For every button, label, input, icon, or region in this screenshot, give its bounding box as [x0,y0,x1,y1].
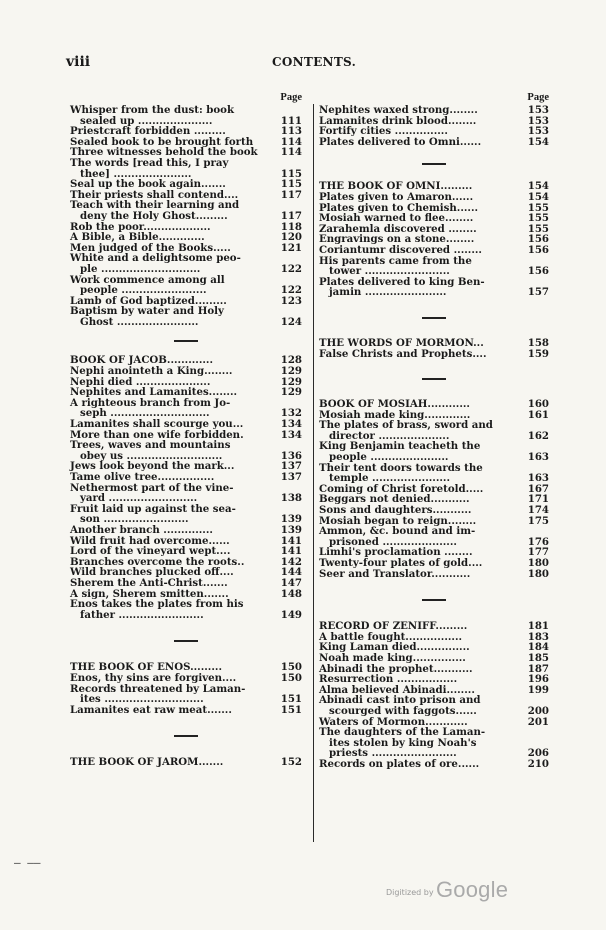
toc-page-number: 138 [280,492,302,505]
section-title-text: BOOK OF MOSIAH............ [319,398,470,411]
contents-column-left [70,92,302,768]
toc-entry-text: A Bible, a Bible............. [70,231,205,244]
toc-entry-text: A battle fought................ [319,630,463,643]
toc-entry [70,483,302,504]
column-divider [313,104,314,842]
toc-entry-text: Three witnesses behold the book [70,146,258,159]
toc-entry [319,256,549,277]
toc-page-number: 180 [527,557,549,569]
toc-entry-text: Fortify cities ............... [319,125,448,138]
toc-entry-text: Jews look beyond the mark... [70,460,235,473]
toc-page-number: 199 [527,683,549,696]
toc-entry [70,253,302,274]
toc-entry [70,472,302,483]
toc-entry-text: Abinadi cast into prison and [319,694,481,707]
toc-entry-text: Seer and Translator........... [319,567,471,580]
toc-page-number: 141 [280,534,302,547]
toc-entry-text: jamin ....................... [329,286,447,299]
toc-page-number: 151 [280,693,302,706]
section-separator [422,378,446,380]
toc-entry-text: Nephi died ..................... [70,375,211,388]
toc-entry-text: Sons and daughters........... [319,504,472,517]
toc-page-number: 129 [280,386,302,399]
toc-entry-text: priests ........................ [329,747,457,760]
toc-entry-text: Beggars not denied........... [319,493,470,506]
toc-page-number: 114 [280,146,302,159]
page-column-heading: Page [280,92,302,103]
toc-entry-text: Abinadi the prophet........... [319,662,473,675]
toc-page-number: 147 [280,576,302,589]
toc-page-number: 163 [527,451,549,464]
toc-entry-text: Sherem the Anti-Christ....... [70,576,228,589]
toc-page-number: 134 [280,428,302,441]
toc-page-number: 153 [527,125,549,138]
toc-entry-text: Records threatened by Laman- [70,682,246,695]
toc-entry-text: Wild fruit had overcome...... [70,534,230,547]
toc-page-number: 154 [527,135,549,148]
toc-entry-text: father ........................ [80,608,204,621]
toc-entry-text: sealed up ..................... [80,114,213,127]
toc-entry [319,558,549,569]
toc-entry-text: people ........................ [80,284,207,297]
toc-page-number: 122 [280,262,302,275]
section-separator [174,640,198,642]
toc-entry-text: Enos, thy sins are forgiven.... [70,671,237,684]
page-column-heading: Page [527,92,549,103]
toc-entry-text: Whisper from the dust: book [70,104,235,116]
toc-page-number: 113 [280,125,302,138]
toc-entry-text: Plates delivered to Omni...... [319,135,482,148]
contents-column-right [319,92,549,770]
toc-entry-text: The daughters of the Laman- [319,726,486,739]
toc-page-number: 162 [527,429,549,442]
toc-page-number: 148 [280,587,302,600]
toc-page-number: 200 [527,704,549,717]
toc-entry-text: Ghost ....................... [80,315,199,328]
toc-page-number: 184 [527,641,549,654]
toc-entry [319,695,549,716]
toc-page-number: 136 [280,449,302,462]
toc-entry [70,158,302,179]
toc-entry-text: Seal up the book again....... [70,178,226,191]
toc-page-number: 150 [280,671,302,684]
toc-entry [319,759,549,770]
toc-page-number: 117 [280,209,302,222]
toc-entry [70,599,302,620]
toc-page-number: 117 [280,188,302,201]
toc-entry [319,137,549,148]
toc-page-number: 114 [280,135,302,148]
section-title [70,757,302,768]
section-title-text: THE WORDS OF MORMON... [319,336,484,349]
toc-page-number: 206 [527,747,549,760]
toc-page-number: 159 [527,347,549,360]
toc-entry-text: thee] ...................... [80,167,192,180]
section-separator [422,163,446,165]
toc-page-number: 174 [527,504,549,517]
toc-entry-text: Records on plates of ore...... [319,757,480,770]
toc-entry [319,105,549,116]
toc-page-number: 121 [280,241,302,254]
toc-entry-text: A righteous branch from Jo- [70,396,231,409]
toc-entry-text: Nephites waxed strong........ [319,104,478,116]
toc-entry-text: Alma believed Abinadi........ [319,683,475,696]
toc-page-number: 141 [280,545,302,558]
section-separator [422,599,446,601]
toc-entry-text: King Benjamin teacheth the [319,440,481,453]
digitized-by-label: Digitized by [386,888,434,897]
running-head: CONTENTS. [272,55,357,69]
toc-entry [319,526,549,547]
toc-entry-text: Teach with their learning and [70,199,240,212]
toc-page-number: 196 [527,673,549,686]
toc-entry [70,504,302,525]
toc-page-number: 177 [527,546,549,559]
toc-entry-text: temple ...................... [329,472,451,485]
toc-page-number: 137 [280,460,302,473]
toc-entry-text: prisoned ..................... [329,535,457,548]
toc-entry-text: False Christs and Prophets.... [319,347,487,360]
toc-entry-text: Their tent doors towards the [319,461,483,474]
toc-entry-text: Baptism by water and Holy [70,305,224,318]
toc-entry [319,245,549,256]
toc-page-number: 129 [280,375,302,388]
toc-page-number: 187 [527,662,549,675]
toc-entry [70,306,302,327]
toc-page-number: 137 [280,471,302,483]
toc-entry-text: Nephi anointeth a King........ [70,365,233,378]
section-separator [174,735,198,737]
toc-page-number: 149 [280,608,302,621]
toc-page-number: 157 [527,286,549,299]
toc-entry-text: Branches overcome the roots.. [70,555,245,568]
toc-entry-text: ites ............................ [80,693,204,706]
toc-page-number: 118 [280,220,302,233]
section-title-text: RECORD OF ZENIFF......... [319,620,468,633]
section-title-text: BOOK OF JACOB............. [70,354,214,367]
section-title-text: THE BOOK OF OMNI......... [319,180,473,193]
toc-entry [319,277,549,298]
toc-page-number: 161 [527,408,549,421]
toc-entry-text: Tame olive tree................ [70,471,215,483]
toc-entry-text: Limhi's proclamation ........ [319,546,473,559]
toc-entry-text: Trees, waves and mountains [70,439,231,452]
toc-page-number: 139 [280,513,302,526]
toc-entry-text: Nethermost part of the vine- [70,481,234,494]
toc-page-number: 171 [527,493,549,506]
toc-page-number: 175 [527,514,549,527]
toc-entry-text: Coming of Christ foretold..... [319,482,484,495]
toc-page-number: 176 [527,535,549,548]
toc-entry [70,200,302,221]
toc-page-number: 123 [280,294,302,307]
toc-page-number: 183 [527,630,549,643]
toc-page-number: 185 [527,651,549,664]
toc-entry-text: people ...................... [329,451,449,464]
toc-entry [70,275,302,296]
toc-page-number: 139 [280,523,302,536]
toc-entry-text: Resurrection ................. [319,673,458,686]
toc-page-number: 129 [280,365,302,378]
toc-page-number: 144 [280,566,302,579]
toc-entry-text: Lamanites eat raw meat....... [70,703,232,716]
toc-page-number: 155 [527,212,549,225]
toc-entry-text: yard ......................... [80,492,198,505]
toc-entry-text: Lamanites drink blood........ [319,114,477,127]
toc-entry-text: Noah made king............... [319,651,466,664]
toc-entry [70,578,302,589]
toc-page-number: 122 [280,284,302,297]
toc-entry-text: Wild branches plucked off.... [70,566,234,579]
toc-entry-text: director .................... [329,429,450,442]
toc-page-number: 163 [527,472,549,485]
toc-page-number: 151 [280,703,302,716]
toc-entry-text: A sign, Sherem smitten....... [70,587,229,600]
toc-entry-text: tower ........................ [329,265,450,278]
toc-entry [319,192,549,203]
toc-page-number: 155 [527,222,549,235]
toc-entry [319,420,549,441]
toc-entry-text: Mosiah began to reign........ [319,514,477,527]
section-title [319,338,549,349]
google-logo: Google [436,877,509,902]
toc-entry-text: son ........................ [80,513,189,526]
toc-page-number: 111 [280,114,302,127]
toc-entry-text: Work commence among all [70,273,225,286]
toc-entry [70,684,302,705]
toc-entry [319,349,549,360]
toc-page-number: 124 [280,315,302,328]
toc-entry-text: Plates delivered to king Ben- [319,275,485,288]
toc-entry [70,525,302,536]
section-page-number: 158 [527,336,549,349]
section-page-number: 181 [527,620,549,633]
toc-page-number: 115 [280,167,302,180]
toc-entry-text: Enos takes the plates from his [70,598,244,611]
toc-entry-text: Priestcraft forbidden ......... [70,125,226,138]
toc-entry-text: His parents came from the [319,254,472,267]
toc-entry [319,653,549,664]
toc-entry-text: King Laman died............... [319,641,470,654]
toc-page-number: 115 [280,178,302,191]
page-number: viii [66,54,91,70]
section-page-number: 150 [280,661,302,674]
toc-entry-text: Their priests shall contend.... [70,188,239,201]
toc-page-number: 156 [527,233,549,246]
toc-entry-text: Waters of Mormon............ [319,715,468,728]
margin-marks: – –– [14,856,41,869]
section-page-number: 128 [280,354,302,367]
toc-entry-text: Lord of the vineyard wept.... [70,545,231,558]
toc-entry-text: Lamb of God baptized......... [70,294,227,307]
toc-entry-text: Plates given to Chemish...... [319,201,479,214]
toc-entry-text: The plates of brass, sword and [319,419,493,432]
toc-entry-text: deny the Holy Ghost......... [80,209,228,222]
toc-entry-text: More than one wife forbidden. [70,428,244,441]
toc-entry-text: Coriantumr discovered ........ [319,243,482,256]
toc-entry-text: The words [read this, I pray [70,156,229,169]
toc-page-number: 156 [527,265,549,278]
toc-entry-text: Twenty-four plates of gold.... [319,557,483,569]
toc-page-number: 156 [527,243,549,256]
toc-entry [70,105,302,126]
toc-page-number: 120 [280,231,302,244]
section-title-text: THE BOOK OF ENOS......... [70,661,222,674]
section-separator [422,317,446,319]
toc-entry-text: ple ............................ [80,262,201,275]
toc-entry-text: Plates given to Amaron...... [319,190,474,203]
toc-entry [70,440,302,461]
toc-entry-text: Zarahemla discovered ........ [319,222,477,235]
toc-entry-text: Fruit laid up against the sea- [70,502,236,515]
toc-entry-text: scourged with faggots...... [329,704,477,717]
toc-entry-text: seph ............................ [80,407,210,420]
toc-page-number: 134 [280,418,302,431]
toc-entry-text: Rob the poor................... [70,220,211,233]
toc-page-number: 153 [527,114,549,127]
toc-entry-text: Men judged of the Books..... [70,241,231,254]
toc-entry-text: Ammon, &c. bound and im- [319,525,476,538]
section-separator [174,340,198,342]
section-page-number: 154 [527,180,549,193]
section-page-number: 152 [280,756,302,769]
toc-entry-text: Sealed book to be brought forth [70,135,254,148]
toc-entry-text: Another branch .............. [70,523,213,536]
toc-entry [70,398,302,419]
toc-entry [70,705,302,716]
toc-entry-text: Engravings on a stone........ [319,233,475,246]
toc-page-number: 153 [527,104,549,116]
toc-entry-text: ites stolen by king Noah's [329,736,477,749]
toc-entry [319,727,549,759]
toc-page-number: 167 [527,482,549,495]
toc-page-number: 132 [280,407,302,420]
toc-entry [319,441,549,462]
toc-page-number: 180 [527,567,549,580]
toc-page-number: 142 [280,555,302,568]
toc-page-number: 155 [527,201,549,214]
toc-page-number: 210 [527,757,549,770]
toc-entry-text: White and a delightsome peo- [70,252,241,265]
toc-page-number: 201 [527,715,549,728]
toc-entry [319,463,549,484]
toc-entry-text: Mosiah warned to flee........ [319,212,474,225]
toc-entry-text: Nephites and Lamanites........ [70,386,238,399]
toc-entry-text: obey us ........................... [80,449,223,462]
section-title-text: THE BOOK OF JAROM....... [70,756,224,769]
section-page-number: 160 [527,398,549,411]
toc-page-number: 154 [527,190,549,203]
toc-entry-text: Mosiah made king............. [319,408,471,421]
toc-entry-text: Lamanites shall scourge you... [70,418,244,431]
toc-entry [319,569,549,580]
toc-entry [70,673,302,684]
